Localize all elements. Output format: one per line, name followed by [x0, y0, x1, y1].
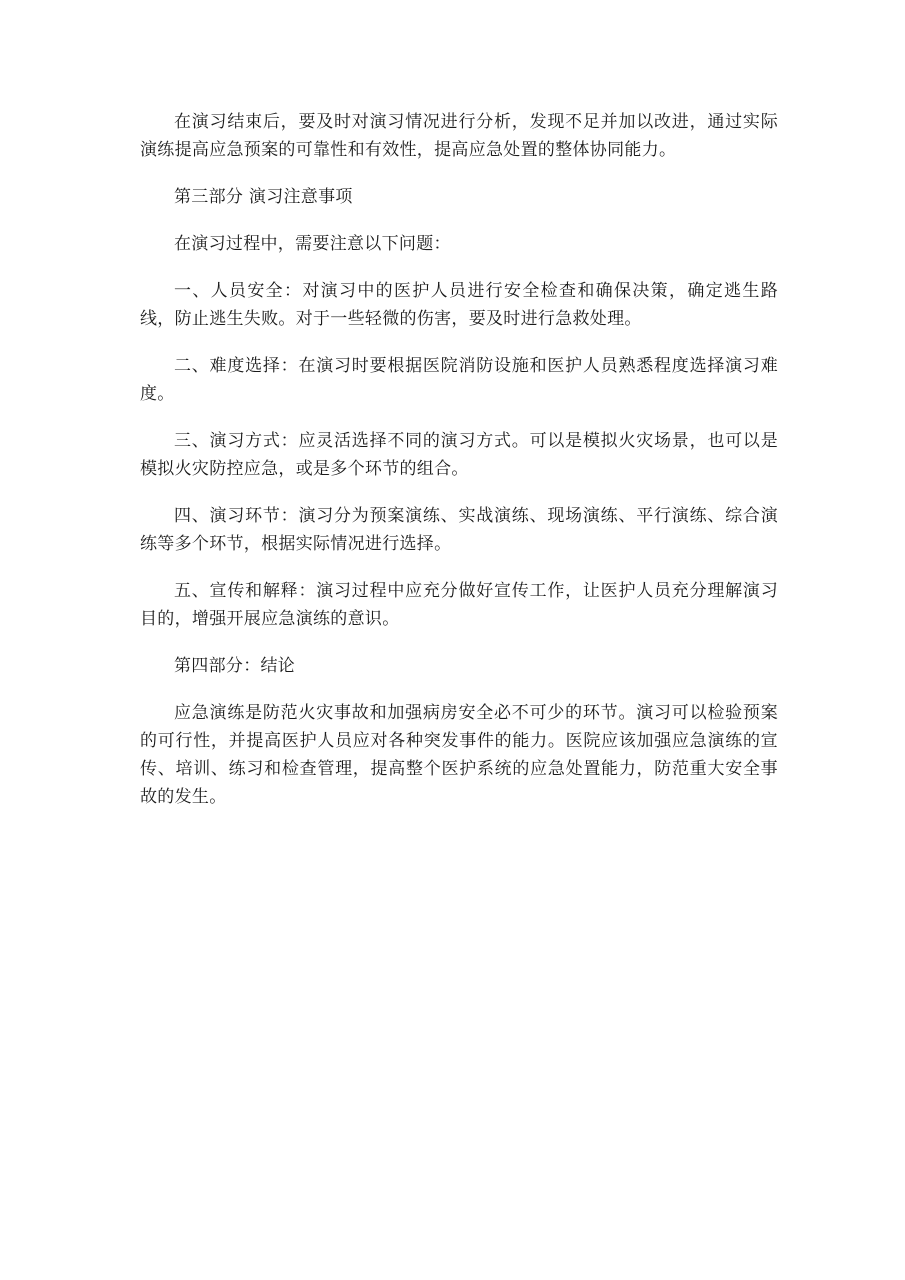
section-heading-part-three: 第三部分 演习注意事项: [174, 187, 353, 207]
paragraph-conclusion: 应急演练是防范火灾事故和加强病房安全必不可少的环节。演习可以检验预案的可行性，并提高医护人员应对各种突发事件的能力。医院应该加强应急演练的宣传、培训、练习和检查管理，提高整个医护系统的应急处置能力，防范重大安全事故的发生。: [140, 703, 778, 807]
paragraph-drill-review: 在演习结束后，要及时对演习情况进行分析，发现不足并加以改进，通过实际演练提高应急预案的可靠性和有效性，提高应急处置的整体协同能力。: [140, 112, 778, 160]
paragraph-drill-stages: 四、演习环节：演习分为预案演练、实战演练、现场演练、平行演练、综合演练等多个环节，根据实际情况进行选择。: [140, 506, 778, 554]
section-heading-part-four: 第四部分：结论: [174, 656, 296, 676]
document-body: [140, 108, 778, 830]
paragraph-publicity: 五、宣传和解释：演习过程中应充分做好宣传工作，让医护人员充分理解演习目的，增强开展应急演练的意识。: [140, 581, 778, 629]
paragraph-difficulty-selection: 二、难度选择：在演习时要根据医院消防设施和医护人员熟悉程度选择演习难度。: [140, 356, 778, 404]
paragraph-intro-issues: 在演习过程中，需要注意以下问题：: [174, 234, 451, 254]
paragraph-drill-method: 三、演习方式：应灵活选择不同的演习方式。可以是模拟火灾场景，也可以是模拟火灾防控应急，或是多个环节的组合。: [140, 431, 778, 479]
paragraph-personnel-safety: 一、人员安全：对演习中的医护人员进行安全检查和确保决策，确定逃生路线，防止逃生失败。对于一些轻微的伤害，要及时进行急救处理。: [140, 281, 778, 329]
